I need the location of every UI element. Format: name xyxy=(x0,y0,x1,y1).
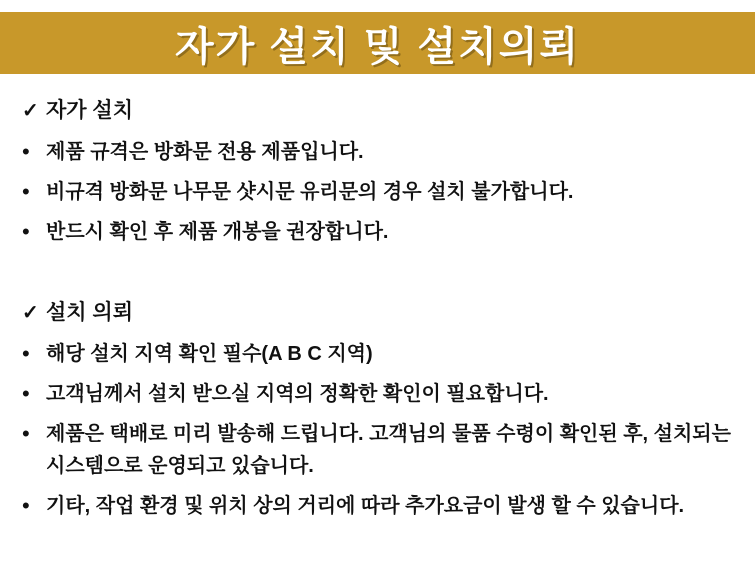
bullet-icon: • xyxy=(22,139,30,164)
section-spacer xyxy=(18,256,741,298)
bullet-icon: • xyxy=(22,219,30,244)
section-install-request xyxy=(18,298,741,522)
list-item xyxy=(18,176,741,208)
list-item-text: 비규격 방화문 나무문 샷시문 유리문의 경우 설치 불가합니다. xyxy=(46,181,574,203)
list-item xyxy=(18,490,741,522)
list-item-text: 해당 설치 지역 확인 필수(A B C 지역) xyxy=(46,343,373,365)
section-heading-row xyxy=(18,298,741,328)
list-item-text: 기타, 작업 환경 및 위치 상의 거리에 따라 추가요금이 발생 할 수 있습니다. xyxy=(46,495,685,517)
list-item xyxy=(18,418,741,482)
section-heading-label: 자가 설치 xyxy=(46,99,133,122)
list-item xyxy=(18,378,741,410)
bullet-icon: • xyxy=(22,421,30,446)
check-icon: ✓ xyxy=(22,100,39,122)
section-heading-label: 설치 의뢰 xyxy=(46,301,133,324)
list-item-text: 반드시 확인 후 제품 개봉을 권장합니다. xyxy=(46,221,389,243)
list-item-text: 제품은 택배로 미리 발송해 드립니다. 고객님의 물품 수령이 확인된 후, 설치되는 시스템으로 운영되고 있습니다. xyxy=(46,423,731,477)
slide-content xyxy=(0,96,755,530)
bullet-icon: • xyxy=(22,493,30,518)
list-item xyxy=(18,338,741,370)
list-item-text: 고객님께서 설치 받으실 지역의 정확한 확인이 필요합니다. xyxy=(46,383,549,405)
bullet-icon: • xyxy=(22,179,30,204)
slide-title-bar xyxy=(0,12,755,74)
bullet-icon: • xyxy=(22,341,30,366)
page-title: 자가 설치 및 설치의뢰 xyxy=(174,24,581,69)
list-item-text: 제품 규격은 방화문 전용 제품입니다. xyxy=(46,141,364,163)
check-icon: ✓ xyxy=(22,302,39,324)
section-heading-row xyxy=(18,96,741,126)
list-item xyxy=(18,216,741,248)
section-self-install xyxy=(18,96,741,248)
bullet-icon: • xyxy=(22,381,30,406)
list-item xyxy=(18,136,741,168)
